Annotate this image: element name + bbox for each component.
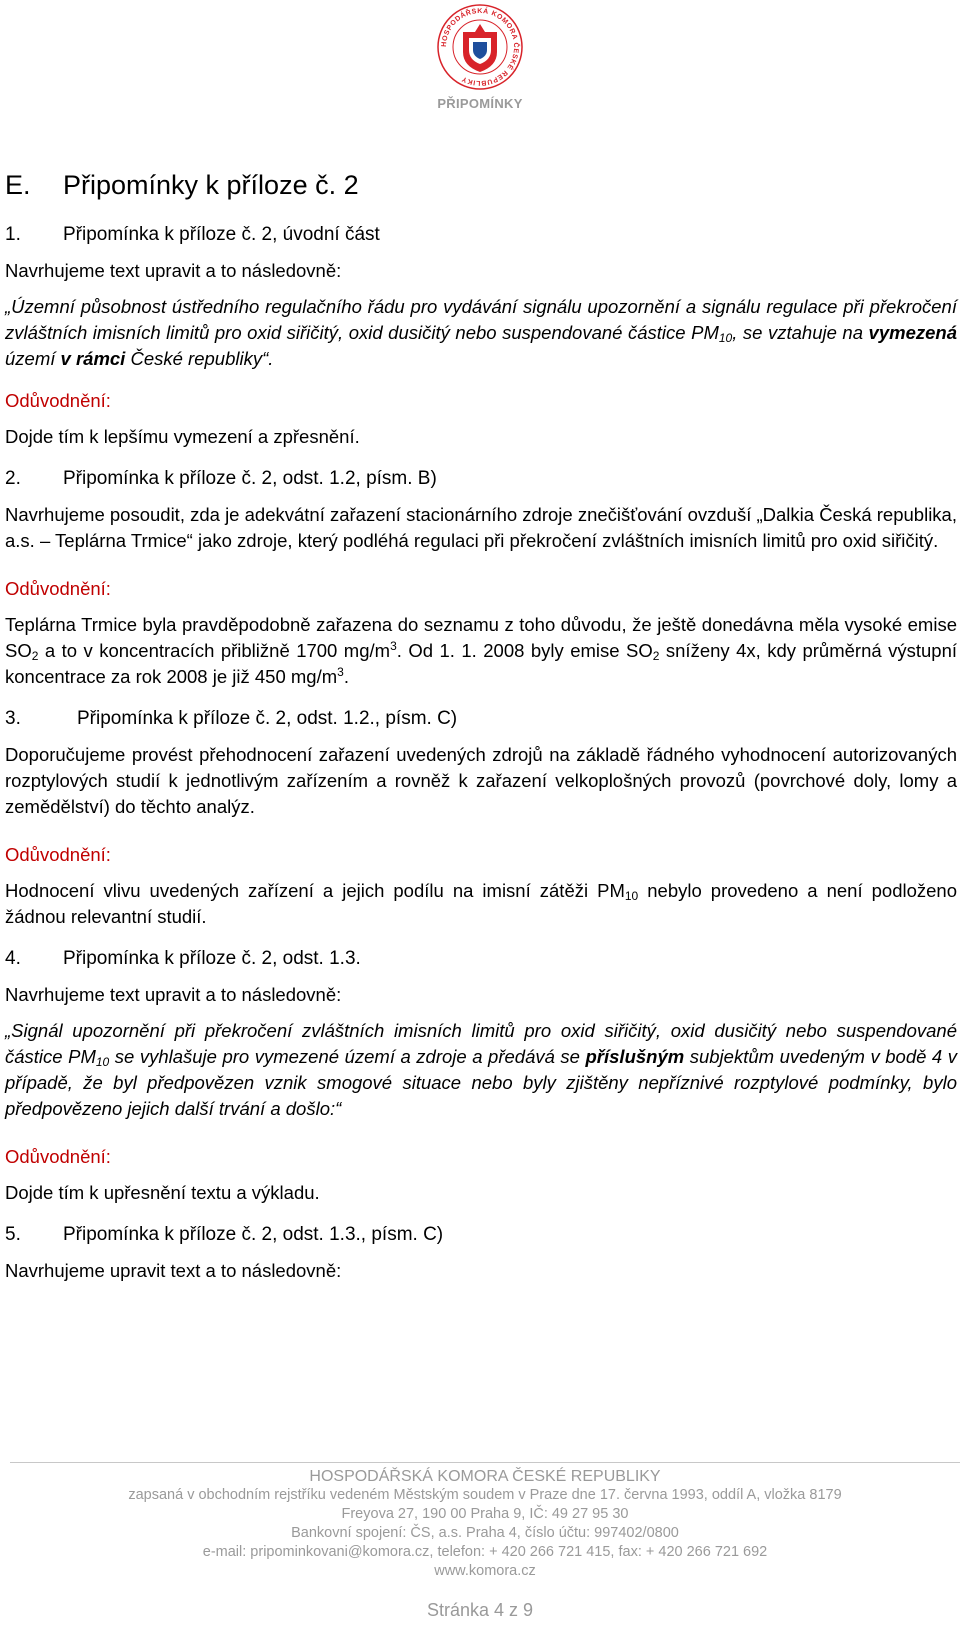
item-intro: Navrhujeme text upravit a to následovně: [5, 260, 342, 281]
document-type-label: PŘIPOMÍNKY [437, 96, 523, 111]
footer-contact: e-mail: pripominkovani@komora.cz, telefon: + 420 266 721 415, fax: + 420 266 721 692 [202, 1544, 768, 1560]
page-number: Stránka 4 z 9 [426, 1600, 534, 1620]
reason-text: Teplárna Trmice byla pravděpodobně zařazena do seznamu z toho důvodu, že ještě donedávna měla vysoké emise $SO_2$ a to v koncentracích přibližně 1700 $mg/m^3$. Od 1. 1. 2008 byly emise $SO_2$ sníženy 4x, kdy průměrná výstupní koncentrace za rok 2008 je již 450 $mg/m^3$. [5, 614, 958, 687]
item-title: 5. Připomínka k příloze č. 2, odst. 1.3., písm. C) [5, 1224, 444, 1245]
reason-label: Odůvodnění: [5, 844, 111, 865]
page-footer [10, 1462, 960, 1581]
section-heading: E. Připomínky k příloze č. 2 [5, 170, 359, 200]
item-title: 1. Připomínka k příloze č. 2, úvodní část [5, 224, 380, 245]
footer-org-name: HOSPODÁŘSKÁ KOMORA ČESKÉ REPUBLIKY [309, 1468, 661, 1485]
item-text: Doporučujeme provést přehodnocení zařazení uvedených zdrojů na základě řádného vyhodnocení autorizovaných rozptylových studií k jednotlivým zařízením a rovněž k zařazení velkoplošných provozů (povrchové doly, lomy a zemědělství) do těchto analýz. [5, 744, 957, 817]
item-title: 4. Připomínka k příloze č. 2, odst. 1.3. [5, 948, 361, 969]
footer-address: Freyova 27, 190 00 Praha 9, IČ: 49 27 95 30 [341, 1506, 629, 1522]
reason-text: Hodnocení vlivu uvedených zařízení a jejich podílu na imisní zátěži $PM_{10}$ nebylo provedeno a není podloženo žádnou relevantní studií. [5, 880, 957, 927]
reason-text: Dojde tím k upřesnění textu a výkladu. [5, 1182, 320, 1203]
svg-text:HOSPODÁŘSKÁ KOMORA ČESKÉ REPUB: HOSPODÁŘSKÁ KOMORA ČESKÉ REPUBLIKY [440, 7, 520, 87]
reason-label: Odůvodnění: [5, 578, 111, 599]
proposed-text-quote: „Signál upozornění při překročení zvláštních imisních limitů pro oxid siřičitý, oxid dusičitý nebo suspendované částice $PM_{10}$ se vyhlašuje pro vymezené území a zdroje a předává se příslušným subjektům uvedeným v bodě 4 v případě, že byl předpovězen vznik smogové situace nebo byly zjištěny nepříznivé rozptylové podmínky, bylo předpovězeno jejich další trvání a došlo:“ [5, 1020, 957, 1119]
item-text: Navrhujeme posoudit, zda je adekvátní zařazení stacionárního zdroje znečišťování ovzduší „Dalkia Česká republika, a.s. – Teplárna Trmice“ jako zdroje, který podléhá regulaci při překročení zvláštních imisních limitů pro oxid siřičitý. [5, 504, 957, 551]
reason-label: Odůvodnění: [5, 1146, 111, 1167]
item-intro: Navrhujeme upravit text a to následovně: [5, 1260, 342, 1281]
footer-registry: zapsaná v obchodním rejstříku vedeném Městským soudem v Praze dne 17. června 1993, oddíl A, vložka 8179 [128, 1487, 842, 1503]
proposed-text-quote: „Územní působnost ústředního regulačního řádu pro vydávání signálu upozornění a signálu regulace při překročení zvláštních imisních limitů pro oxid siřičitý, oxid dusičitý nebo suspendované částice $PM_{10}$, se vztahuje na vymezená území v rámci České republiky“. [5, 296, 957, 369]
reason-text: Dojde tím k lepšímu vymezení a zpřesnění. [5, 426, 360, 447]
page-header [0, 0, 960, 120]
item-intro: Navrhujeme text upravit a to následovně: [5, 984, 342, 1005]
item-title: 2. Připomínka k příloze č. 2, odst. 1.2, písm. B) [5, 468, 437, 489]
footer-bank: Bankovní spojení: ČS, a.s. Praha 4, číslo účtu: 997402/0800 [291, 1525, 679, 1541]
chamber-seal-logo [435, 2, 525, 92]
item-title: 3. Připomínka k příloze č. 2, odst. 1.2., písm. C) [5, 708, 458, 729]
reason-label: Odůvodnění: [5, 390, 111, 411]
footer-website-link[interactable]: www.komora.cz [434, 1563, 536, 1579]
document-body [5, 168, 957, 1284]
